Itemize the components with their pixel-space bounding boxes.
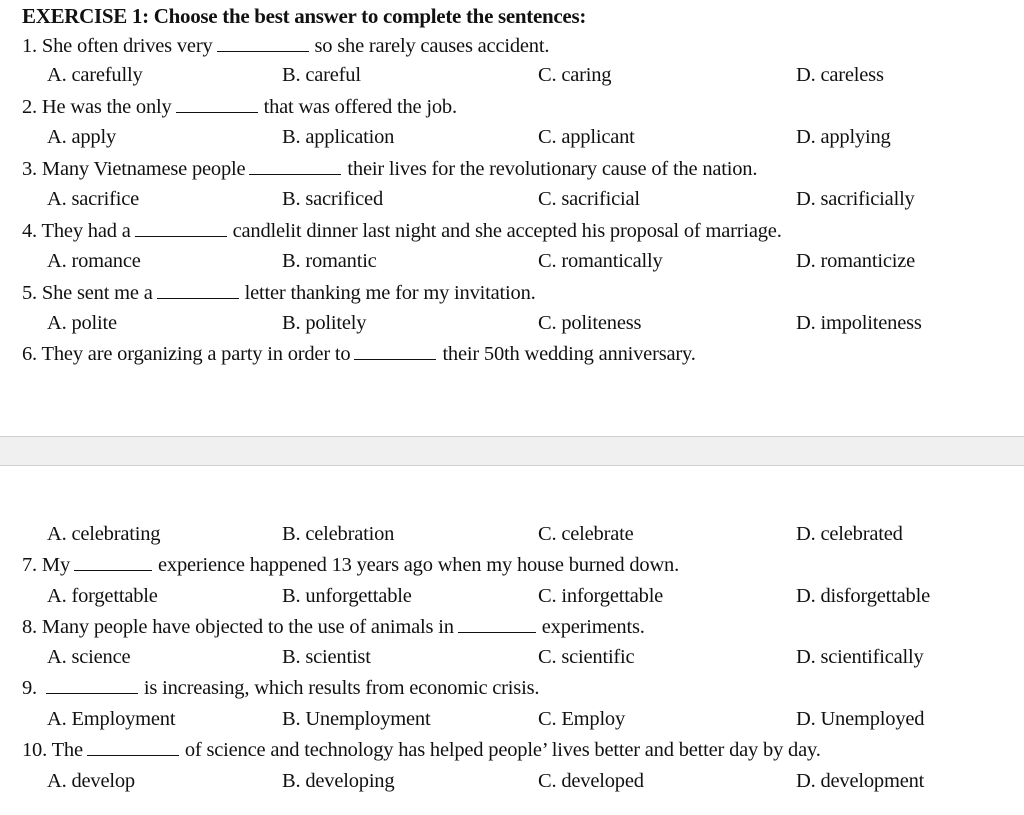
question-text-before: My (41, 554, 70, 576)
question-number: 2. (22, 96, 37, 118)
options-5 (0, 312, 1024, 338)
options-2 (0, 126, 1024, 152)
option-c[interactable]: C. applicant (538, 126, 635, 148)
option-b[interactable]: B. developing (282, 770, 395, 792)
question-text-before: She often drives very (41, 35, 213, 57)
question-number: 1. (22, 35, 37, 57)
option-a[interactable]: A. polite (47, 312, 117, 334)
question-number: 5. (22, 282, 37, 304)
options-4 (0, 250, 1024, 276)
option-d[interactable]: D. disforgettable (796, 585, 930, 607)
option-b[interactable]: B. sacrificed (282, 188, 383, 210)
option-b[interactable]: B. celebration (282, 523, 395, 545)
option-d[interactable]: D. development (796, 770, 925, 792)
option-a[interactable]: A. sacrifice (47, 188, 140, 210)
question-number: 8. (22, 616, 37, 638)
option-d[interactable]: D. sacrificially (796, 188, 915, 210)
question-text-after: their lives for the revolutionary cause of the nation. (347, 158, 758, 180)
exercise-title: EXERCISE 1: Choose the best answer to complete the sentences: (22, 4, 587, 28)
answer-blank[interactable] (217, 36, 309, 52)
question-text-before: They are organizing a party in order to (41, 343, 351, 365)
answer-blank[interactable] (157, 283, 239, 299)
option-b[interactable]: B. romantic (282, 250, 377, 272)
option-a[interactable]: A. science (47, 646, 131, 668)
question-number: 7. (22, 554, 37, 576)
option-a[interactable]: A. forgettable (47, 585, 158, 607)
answer-blank[interactable] (176, 97, 258, 113)
question-text-after: that was offered the job. (263, 96, 457, 118)
option-a[interactable]: A. carefully (47, 64, 143, 86)
option-b[interactable]: B. Unemployment (282, 708, 431, 730)
question-text-before: They had a (41, 220, 131, 242)
question-text-after: is increasing, which results from economic crisis. (143, 677, 540, 699)
options-7 (0, 585, 1024, 611)
question-text-before: The (51, 739, 83, 761)
option-a[interactable]: A. celebrating (47, 523, 161, 545)
answer-blank[interactable] (458, 617, 536, 633)
option-c[interactable]: C. sacrificial (538, 188, 640, 210)
option-b[interactable]: B. careful (282, 64, 361, 86)
question-text-before: She sent me a (41, 282, 153, 304)
question-text-after: experience happened 13 years ago when my house burned down. (158, 554, 680, 576)
question-8 (22, 616, 645, 639)
option-d[interactable]: D. impoliteness (796, 312, 922, 334)
answer-blank[interactable] (46, 678, 138, 694)
option-b[interactable]: B. politely (282, 312, 367, 334)
option-d[interactable]: D. careless (796, 64, 884, 86)
option-c[interactable]: C. romantically (538, 250, 663, 272)
option-c[interactable]: C. Employ (538, 708, 626, 730)
option-d[interactable]: D. romanticize (796, 250, 916, 272)
question-2 (22, 96, 457, 119)
option-c[interactable]: C. developed (538, 770, 644, 792)
option-c[interactable]: C. celebrate (538, 523, 634, 545)
options-1 (0, 64, 1024, 90)
option-d[interactable]: D. applying (796, 126, 891, 148)
question-text-before: Many people have objected to the use of animals in (41, 616, 454, 638)
question-number: 6. (22, 343, 37, 365)
option-c[interactable]: C. caring (538, 64, 612, 86)
question-5 (22, 282, 536, 305)
option-a[interactable]: A. Employment (47, 708, 176, 730)
question-text-before: Many Vietnamese people (41, 158, 246, 180)
question-text-after: their 50th wedding anniversary. (442, 343, 696, 365)
option-d[interactable]: D. Unemployed (796, 708, 925, 730)
option-c[interactable]: C. scientific (538, 646, 635, 668)
answer-blank[interactable] (87, 740, 179, 756)
question-number: 3. (22, 158, 37, 180)
question-1 (22, 35, 549, 58)
option-b[interactable]: B. application (282, 126, 395, 148)
answer-blank[interactable] (135, 221, 227, 237)
question-text-after: candlelit dinner last night and she accepted his proposal of marriage. (232, 220, 782, 242)
question-3 (22, 158, 757, 181)
answer-blank[interactable] (354, 344, 436, 360)
option-c[interactable]: C. inforgettable (538, 585, 664, 607)
options-10 (0, 770, 1024, 796)
question-text-after: experiments. (541, 616, 645, 638)
question-9 (22, 677, 539, 700)
options-9 (0, 708, 1024, 734)
page-break (0, 436, 1024, 466)
question-text-before: He was the only (41, 96, 172, 118)
option-a[interactable]: A. romance (47, 250, 141, 272)
option-d[interactable]: D. celebrated (796, 523, 903, 545)
option-b[interactable]: B. unforgettable (282, 585, 412, 607)
option-b[interactable]: B. scientist (282, 646, 371, 668)
question-number: 4. (22, 220, 37, 242)
options-6 (0, 523, 1024, 549)
question-4 (22, 220, 782, 243)
answer-blank[interactable] (249, 159, 341, 175)
question-text-after: so she rarely causes accident. (314, 35, 550, 57)
options-3 (0, 188, 1024, 214)
question-7 (22, 554, 679, 577)
question-text-after: of science and technology has helped people’ lives better and better day by day. (184, 739, 821, 761)
question-text-after: letter thanking me for my invitation. (244, 282, 536, 304)
option-c[interactable]: C. politeness (538, 312, 642, 334)
question-10 (22, 739, 821, 762)
option-d[interactable]: D. scientifically (796, 646, 924, 668)
options-8 (0, 646, 1024, 672)
option-a[interactable]: A. develop (47, 770, 135, 792)
question-number: 10. (22, 739, 48, 761)
option-a[interactable]: A. apply (47, 126, 116, 148)
question-number: 9. (22, 677, 37, 699)
question-6 (22, 343, 696, 366)
answer-blank[interactable] (74, 555, 152, 571)
